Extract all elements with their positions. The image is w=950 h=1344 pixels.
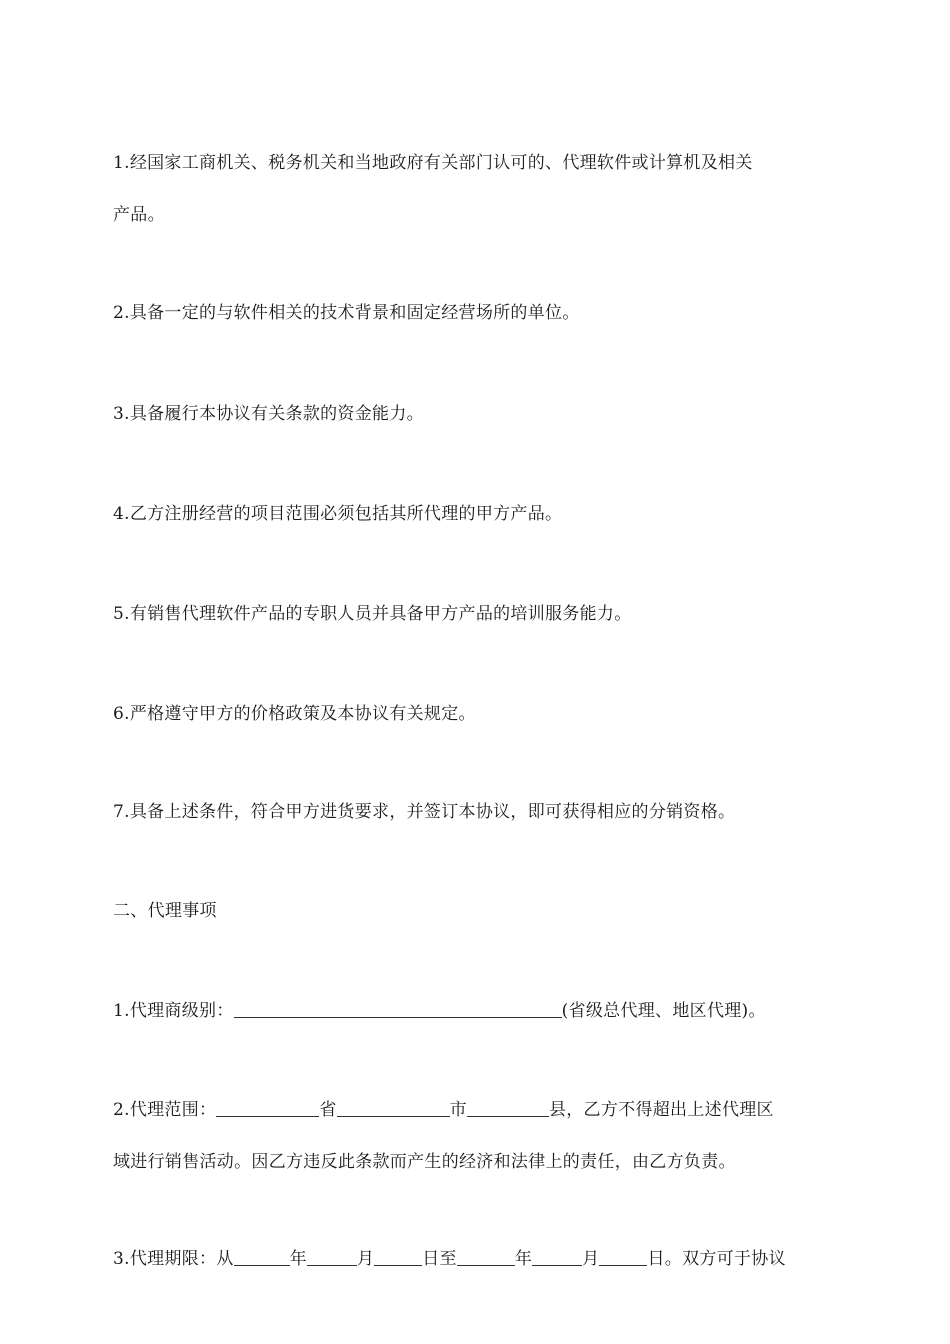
condition-item-3: 3.具备履行本协议有关条款的资金能力。 — [113, 404, 424, 424]
section-heading: 二、代理事项 — [113, 901, 217, 921]
agent-scope-clause — [113, 1084, 843, 1188]
end-day-label: 日。双方可于协议 — [647, 1249, 786, 1269]
end-month-blank[interactable] — [532, 1247, 582, 1266]
condition-item-5: 5.有销售代理软件产品的专职人员并具备甲方产品的培训服务能力。 — [113, 604, 632, 624]
start-month-label: 月 — [356, 1249, 375, 1269]
end-day-blank[interactable] — [599, 1247, 647, 1266]
start-year-blank[interactable] — [234, 1247, 290, 1266]
agent-scope-label: 2.代理范围： — [113, 1100, 217, 1120]
condition-item-2: 2.具备一定的与软件相关的技术背景和固定经营场所的单位。 — [113, 303, 580, 323]
condition-item-4: 4.乙方注册经营的项目范围必须包括其所代理的甲方产品。 — [113, 504, 563, 524]
start-day-label: 日至 — [422, 1249, 457, 1269]
province-blank[interactable] — [216, 1098, 319, 1117]
start-year-label: 年 — [289, 1249, 307, 1269]
agent-scope-line-1 — [113, 1084, 843, 1136]
agent-level-clause — [113, 985, 843, 1037]
start-month-blank[interactable] — [307, 1247, 357, 1266]
city-label: 市 — [449, 1100, 467, 1120]
county-label: 县，乙方不得超出上述代理区 — [548, 1100, 774, 1120]
agent-level-label: 1.代理商级别： — [113, 1001, 234, 1021]
city-blank[interactable] — [337, 1098, 450, 1117]
agent-scope-line-2: 域进行销售活动。因乙方违反此条款而产生的经济和法律上的责任，由乙方负责。 — [113, 1152, 736, 1172]
condition-item-1-line-1: 1.经国家工商机关、税务机关和当地政府有关部门认可的、代理软件或计算机及相关 — [113, 153, 753, 173]
condition-item-1 — [113, 137, 843, 241]
province-label: 省 — [319, 1100, 337, 1120]
end-month-label: 月 — [582, 1249, 600, 1269]
agent-term-label: 3.代理期限：从 — [113, 1249, 234, 1269]
agent-level-blank[interactable] — [234, 999, 562, 1018]
county-blank[interactable] — [467, 1098, 549, 1117]
end-year-blank[interactable] — [457, 1247, 515, 1266]
agent-term-clause — [113, 1233, 843, 1285]
end-year-label: 年 — [514, 1249, 533, 1269]
condition-item-7: 7.具备上述条件，符合甲方进货要求，并签订本协议，即可获得相应的分销资格。 — [113, 802, 736, 822]
condition-item-6: 6.严格遵守甲方的价格政策及本协议有关规定。 — [113, 704, 476, 724]
agent-level-options: (省级总代理、地区代理)。 — [561, 1001, 766, 1021]
condition-item-1-line-2: 产品。 — [113, 205, 165, 225]
start-day-blank[interactable] — [374, 1247, 422, 1266]
